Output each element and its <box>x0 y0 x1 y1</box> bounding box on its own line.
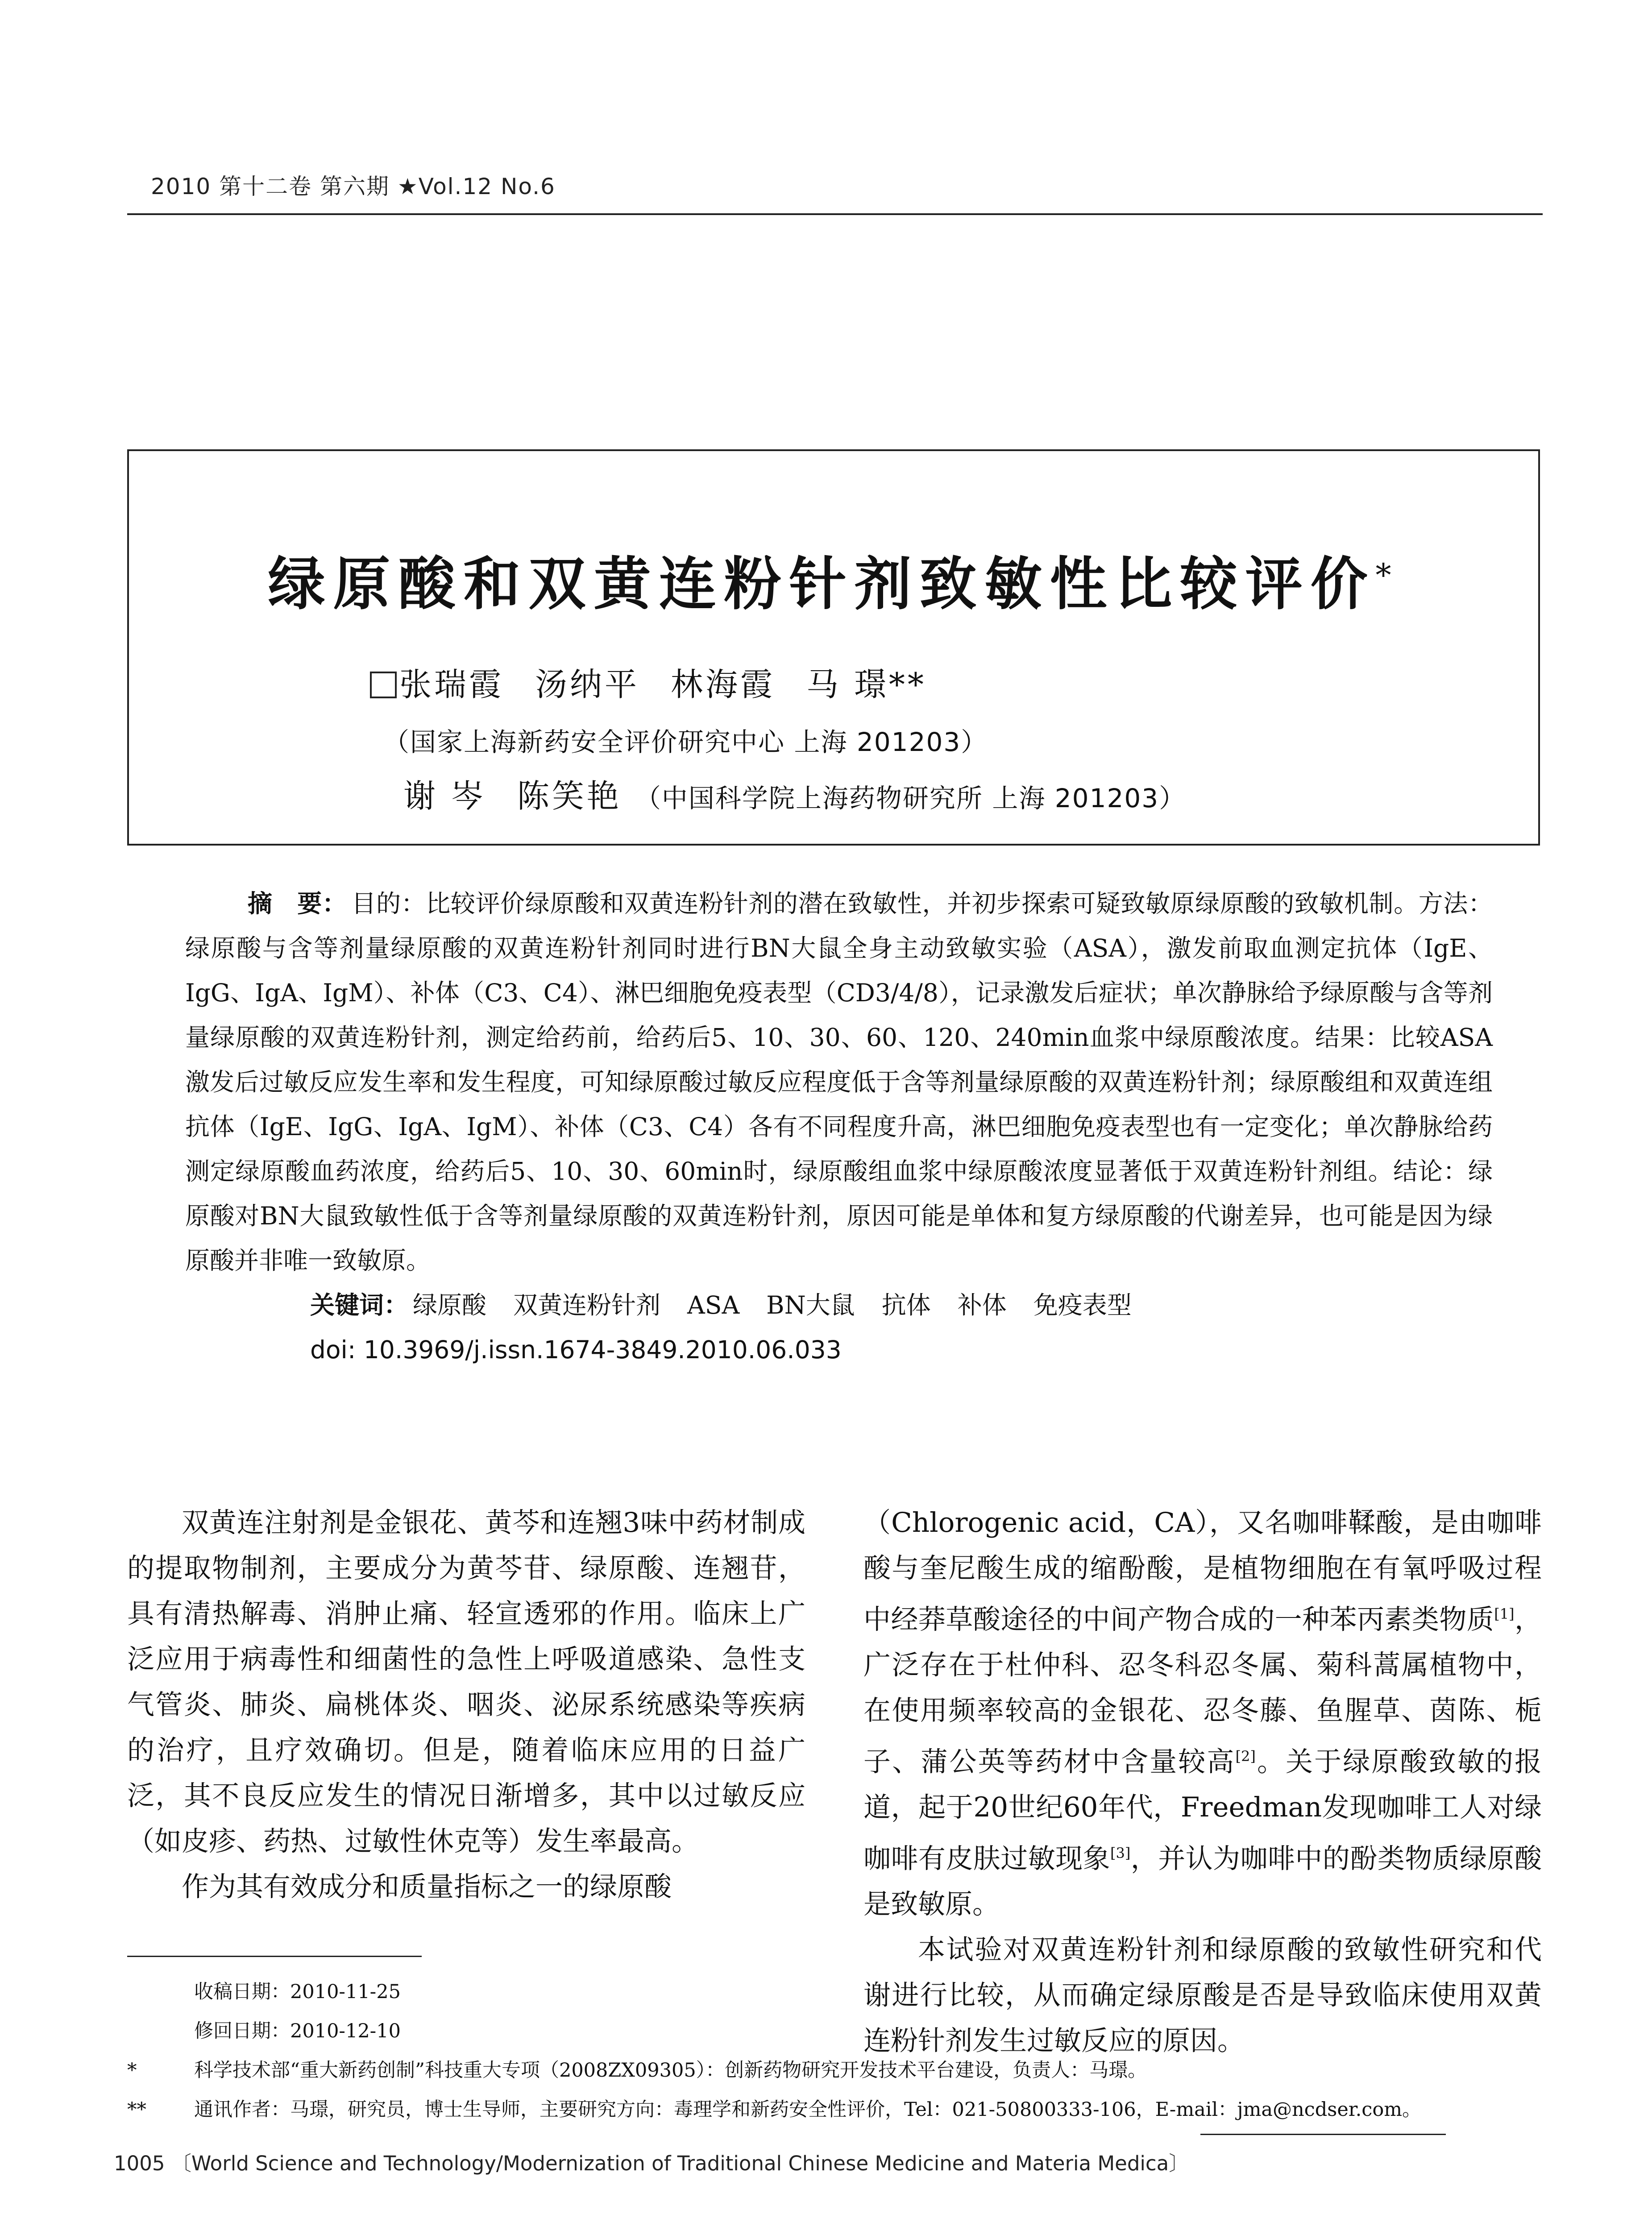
footnote-mark: * <box>127 2059 137 2082</box>
citation-ref[interactable]: [1] <box>1494 1605 1515 1622</box>
author: 林海霞 <box>671 666 776 703</box>
abstract-text: 摘 要： 目的：比较评价绿原酸和双黄连粉针剂的潜在致敏性，并初步探索可疑致敏原绿原酸的致敏机制。方法：绿原酸与含等剂量绿原酸的双黄连粉针剂同时进行BN大鼠全身主动致敏实验（ASA），激发前取血测定抗体（IgE、IgG、IgA、IgM）、补体（C3、C4）、淋巴细胞免疫表型（CD3/4/8），记录激发后症状；单次静脉给予绿原酸与含等剂量绿原酸的双黄连粉针剂，测定给药前，给药后5、10、30、60、120、240min血浆中绿原酸浓度。结果：比较ASA激发后过敏反应发生率和发生程度，可知绿原酸过敏反应程度低于含等剂量绿原酸的双黄连粉针剂；绿原酸组和双黄连组抗体（IgE、IgG、IgA、IgM）、补体（C3、C4）各有不同程度升高，淋巴细胞免疫表型也有一定变化；单次静脉给药测定绿原酸血药浓度，给药后5、10、30、60min时，绿原酸组血浆中绿原酸浓度显著低于双黄连粉针剂组。结论：绿原酸对BN大鼠致敏性低于含等剂量绿原酸的双黄连粉针剂，原因可能是单体和复方绿原酸的代谢差异，也可能是因为绿原酸并非唯一致敏原。 <box>185 889 1493 1275</box>
footnote-1: * 科学技术部“重大新药创制”科技重大专项（2008ZX09305）：创新药物研究开发技术平台建设，负责人：马璟。 <box>127 2051 1546 2090</box>
footnotes <box>127 1972 1546 2129</box>
keyword: 补体 <box>957 1291 1007 1319</box>
author: 马 璟** <box>806 666 926 703</box>
affiliation-1: （国家上海新药安全评价研究中心 上海 201203） <box>383 727 988 757</box>
citation-ref[interactable]: [3] <box>1110 1845 1131 1862</box>
square-bullet-icon <box>370 672 397 698</box>
author: 谢 岑 <box>403 777 486 815</box>
body-paragraph: 双黄连注射剂是金银花、黄芩和连翘3味中药材制成的提取物制剂，主要成分为黄芩苷、绿原酸、连翘苷，具有清热解毒、消肿止痛、轻宣透邪的作用。临床上广泛应用于病毒性和细菌性的急性上呼吸道感染、急性支气管炎、肺炎、扁桃体炎、咽炎、泌尿系统感染等疾病的治疗，且疗效确切。但是，随着临床应用的日益广泛，其不良反应发生的情况日渐增多，其中以过敏反应（如皮疹、药热、过敏性休克等）发生率最高。 <box>127 1507 805 1857</box>
affiliation-2: （中国科学院上海药物研究所 上海 201203） <box>635 783 1186 813</box>
doi[interactable]: doi: 10.3969/j.issn.1674-3849.2010.06.033 <box>310 1335 842 1364</box>
received-date: 收稿日期：2010-11-25 <box>194 1981 401 2003</box>
keyword: ASA <box>687 1291 740 1319</box>
article-title: 绿原酸和双黄连粉针剂致敏性比较评价* <box>268 551 1399 618</box>
running-header: 2010 第十二卷 第六期 ★Vol.12 No.6 <box>151 174 556 199</box>
revised-date: 修回日期：2010-12-10 <box>194 2020 401 2042</box>
abstract <box>185 881 1493 1372</box>
footnote-rule <box>127 1956 422 1957</box>
keyword: 双黄连粉针剂 <box>513 1291 661 1319</box>
abstract-label: 摘 要： <box>248 889 347 918</box>
footnote-end-rule <box>1200 2134 1446 2135</box>
footnote-mark: ** <box>127 2098 146 2121</box>
keywords <box>185 1283 1493 1327</box>
body-column-left <box>127 1500 805 1910</box>
title-box <box>127 449 1540 846</box>
author-list-2 <box>403 770 1186 817</box>
page-footer: 1005 〔World Science and Technology/Modernization of Traditional Chinese Medicine and Materia Medica〕 <box>114 2152 1189 2175</box>
keyword: BN大鼠 <box>766 1291 855 1319</box>
author: 陈笑艳 <box>517 777 622 815</box>
keyword: 免疫表型 <box>1033 1291 1132 1319</box>
author: 汤纳平 <box>535 666 640 703</box>
header-rule <box>127 213 1543 215</box>
keyword: 抗体 <box>881 1291 931 1319</box>
keywords-label: 关键词： <box>310 1291 409 1319</box>
footnote-2: ** 通讯作者：马璟，研究员，博士生导师，主要研究方向：毒理学和新药安全性评价，Tel：021-50800333-106，E-mail：jma@ncdser.com。 <box>127 2090 1546 2129</box>
author-list <box>370 659 958 705</box>
author: 张瑞霞 <box>399 666 504 703</box>
title-footnote-mark: * <box>1375 557 1399 593</box>
citation-ref[interactable]: [2] <box>1235 1748 1256 1765</box>
keyword: 绿原酸 <box>413 1291 487 1319</box>
body-paragraph: 作为其有效成分和质量指标之一的绿原酸 <box>182 1871 672 1903</box>
body-paragraph: 本试验对双黄连粉针剂和绿原酸的致敏性研究和代谢进行比较，从而确定绿原酸是否是导致临床使用双黄连粉针剂发生过敏反应的原因。 <box>863 1934 1542 2057</box>
body-paragraph: （Chlorogenic acid，CA），又名咖啡鞣酸，是由咖啡酸与奎尼酸生成的缩酚酸，是植物细胞在有氧呼吸过程中经莽草酸途径的中间产物合成的一种苯丙素类物质[1]，广泛存在于杜仲科、忍冬科忍冬属、菊科蒿属植物中，在使用频率较高的金银花、忍冬藤、鱼腥草、茵陈、栀子、蒲公英等药材中含量较高[2]。关于绿原酸致敏的报道，起于20世纪60年代，Freedman发现咖啡工人对绿咖啡有皮肤过敏现象[3]，并认为咖啡中的酚类物质绿原酸是致敏原。 <box>863 1507 1542 1920</box>
